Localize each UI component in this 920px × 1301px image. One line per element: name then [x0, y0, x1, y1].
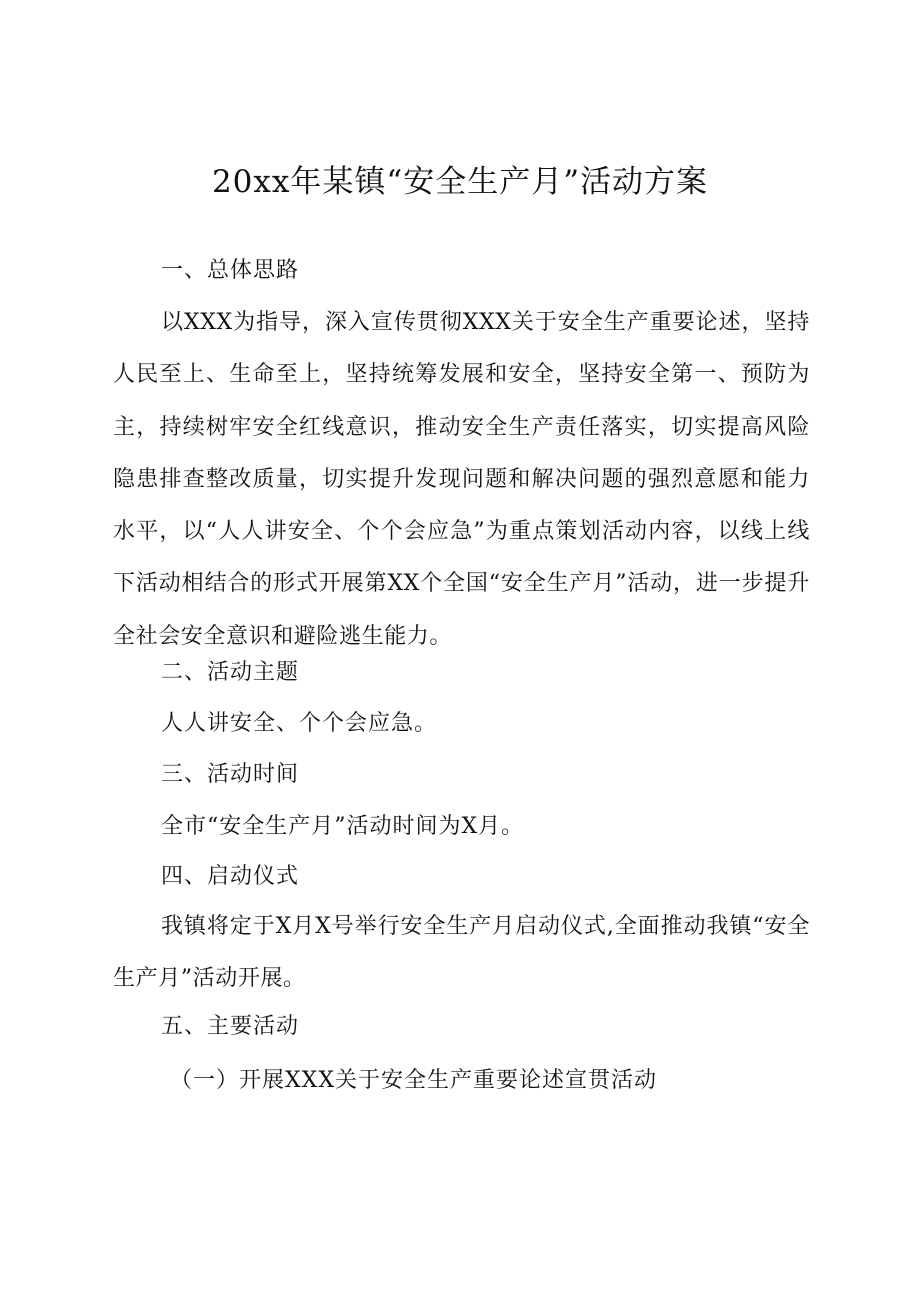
subsection-heading-activity-1: （一）开展XXX关于安全生产重要论述宣贯活动 [170, 1068, 657, 1093]
section-body-overall-approach: 以XXX为指导，深入宣传贯彻XXX关于安全生产重要论述，坚持人民至上、生命至上，坚持统筹发展和安全，坚持安全第一、预防为主，持续树牢安全红线意识，推动安全生产责任落实，切实提高风险隐患排查整改质量，切实提升发现问题和解决问题的强烈意愿和能力水平，以“人人讲安全、个个会应急”为重点策划活动内容，以线上线下活动相结合的形式开展第XX个全国“安全生产月”活动，进一步提升全社会安全意识和避险逃生能力。 [113, 310, 810, 649]
section-heading-main-activities: 五、主要活动 [161, 1014, 300, 1039]
section-heading-launch-ceremony: 四、启动仪式 [161, 864, 300, 889]
document-title: 20xx年某镇“安全生产月”活动方案 [211, 164, 709, 200]
section-heading-theme: 二、活动主题 [161, 660, 300, 685]
section-body-launch-ceremony: 我镇将定于X月X号举行安全生产月启动仪式,全面推动我镇“安全生产月”活动开展。 [113, 914, 810, 992]
section-body-theme: 人人讲安全、个个会应急。 [161, 711, 438, 736]
section-body-time: 全市“安全生产月”活动时间为X月。 [161, 814, 525, 839]
section-heading-time: 三、活动时间 [161, 762, 300, 787]
section-heading-overall-approach: 一、总体思路 [161, 258, 300, 283]
